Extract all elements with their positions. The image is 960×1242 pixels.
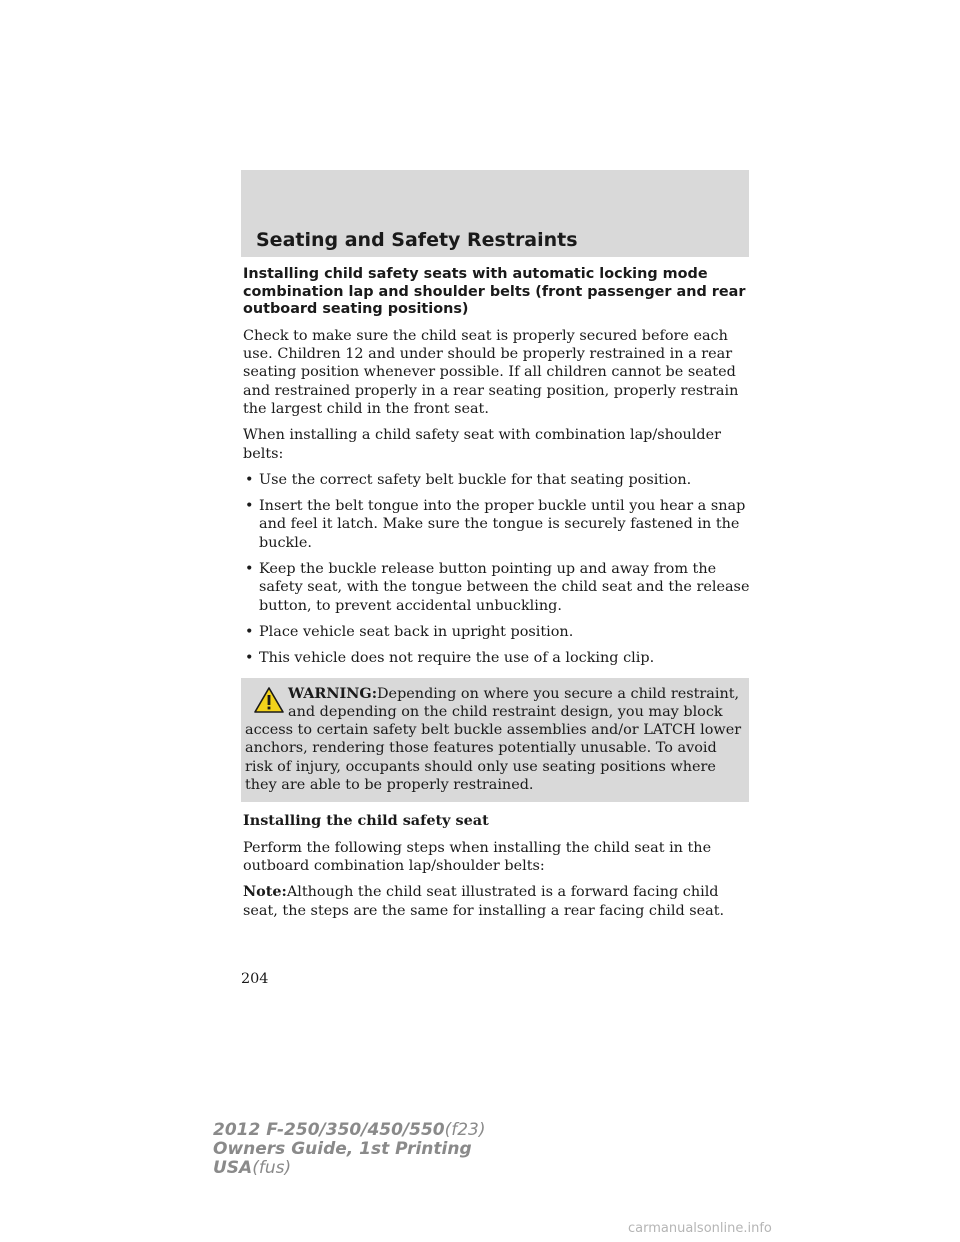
install-heading: Installing the child safety seat <box>243 812 489 830</box>
footer-model: 2012 F-250/350/450/550 <box>213 1120 445 1140</box>
list-item-text: Insert the belt tongue into the proper buckle until you hear a snap and feel it latch. Make sure the tongue is securely fastened in the buckle. <box>259 498 746 551</box>
footer-region-code: (fus) <box>252 1158 292 1178</box>
warning-label: WARNING: <box>288 684 378 702</box>
warning-text-rest: access to certain safety belt buckle assemblies and/or LATCH lower anchors, rendering those features potentially unusable. To avoid risk of injury, occupants should only use seating positions where they are able to be properly restrained. <box>245 722 742 794</box>
warning-triangle-icon <box>253 686 285 714</box>
footer <box>213 1121 486 1178</box>
bullet-icon: • <box>245 650 254 667</box>
warning-box <box>241 678 749 803</box>
footer-line-3 <box>213 1159 486 1178</box>
list-item <box>243 560 751 615</box>
install-paragraph: Perform the following steps when installing the child seat in the outboard combination lap/shoulder belts: <box>243 839 712 874</box>
footer-region: USA <box>213 1158 253 1178</box>
note-paragraph <box>243 883 751 920</box>
bullet-icon: • <box>245 623 254 640</box>
list-item <box>243 497 751 552</box>
page-content <box>243 266 751 920</box>
section-heading: Installing child safety seats with automatic locking mode combination lap and shoulder belts (front passenger and rear outboard seating positions) <box>243 266 746 318</box>
bullet-icon: • <box>245 498 254 515</box>
warning-text-first-body: Depending on where you secure a child restraint, and depending on the child restraint design, you may block <box>288 685 740 720</box>
note-label: Note: <box>243 883 287 901</box>
footer-line-1 <box>213 1121 486 1140</box>
list-item-text: Place vehicle seat back in upright position. <box>259 623 574 640</box>
page-number: 204 <box>241 971 269 987</box>
bullet-list <box>243 471 751 668</box>
list-item-text: This vehicle does not require the use of a locking clip. <box>259 650 655 667</box>
warning-text-first <box>241 685 749 722</box>
list-item <box>243 471 751 489</box>
page-title: Seating and Safety Restraints <box>256 229 578 251</box>
list-item-text: Use the correct safety belt buckle for that seating position. <box>259 471 692 488</box>
footer-line-2: Owners Guide, 1st Printing <box>213 1139 472 1159</box>
watermark: carmanualsonline.info <box>628 1221 772 1236</box>
bullet-icon: • <box>245 561 254 578</box>
list-item <box>243 623 751 641</box>
footer-model-code: (f23) <box>444 1120 486 1140</box>
lead-paragraph: When installing a child safety seat with combination lap/shoulder belts: <box>243 427 722 462</box>
bullet-icon: • <box>245 471 254 488</box>
list-item-text: Keep the buckle release button pointing up and away from the safety seat, with the tongue between the child seat and the release button, to prevent accidental unbuckling. <box>259 561 750 614</box>
intro-paragraph: Check to make sure the child seat is properly secured before each use. Children 12 and under should be properly restrained in a rear seating position whenever possible. If all children cannot be seated and restrained properly in a rear seating position, properly restrain the largest child in the front seat. <box>243 327 739 417</box>
list-item <box>243 649 751 667</box>
note-text: Although the child seat illustrated is a forward facing child seat, the steps are the same for installing a rear facing child seat. <box>243 884 725 919</box>
